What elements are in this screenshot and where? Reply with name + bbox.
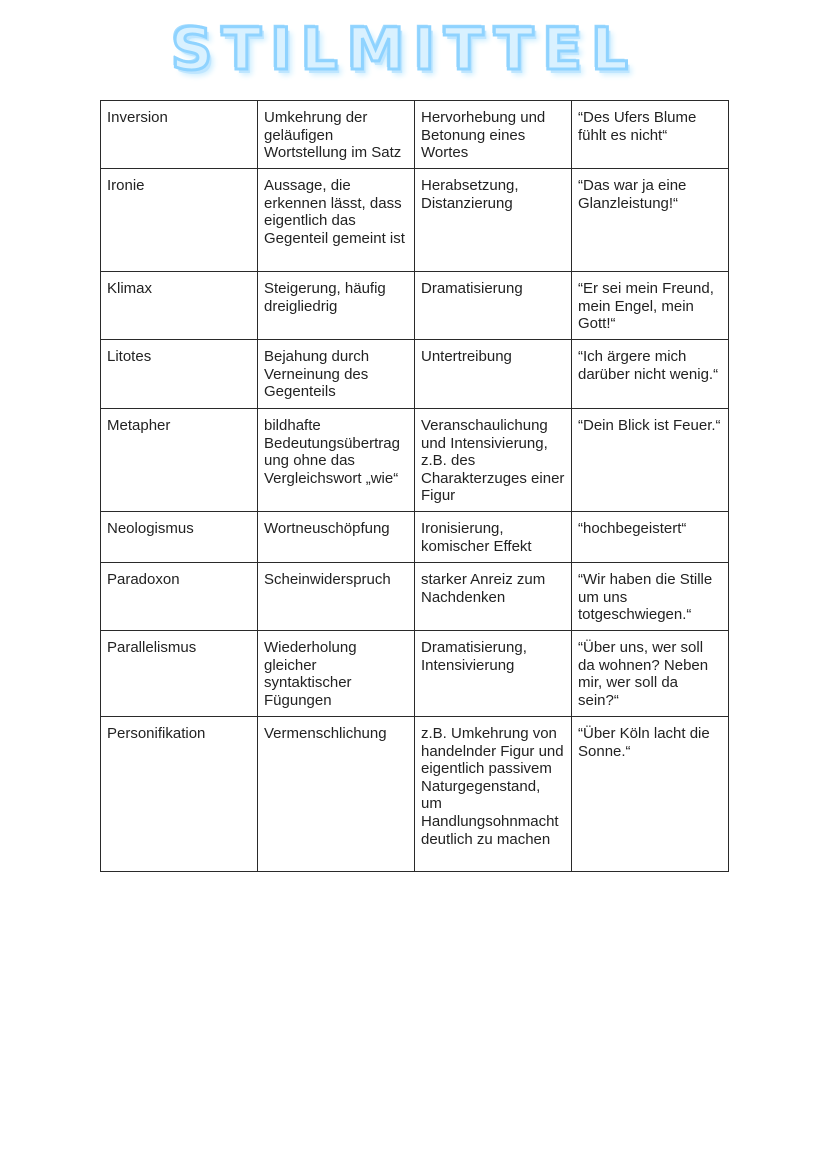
effect-cell: Ironisierung, komischer Effekt <box>415 512 572 563</box>
effect-cell: Veranschaulichung und Intensivierung, z.B. des Charakterzuges einer Figur <box>415 409 572 512</box>
definition-cell: Scheinwiderspruch <box>258 563 415 631</box>
effect-cell: Hervorhebung und Betonung eines Wortes <box>415 101 572 169</box>
title-container <box>0 8 828 90</box>
table-row <box>101 272 729 340</box>
definition-cell: Aussage, die erkennen lässt, dass eigentlich das Gegenteil gemeint ist <box>258 169 415 272</box>
example-cell: “Über Köln lacht die Sonne.“ <box>572 717 729 872</box>
effect-cell: Herabsetzung, Distanzierung <box>415 169 572 272</box>
definition-cell: Wiederholung gleicher syntaktischer Fügungen <box>258 631 415 717</box>
example-cell: “Ich ärgere mich darüber nicht wenig.“ <box>572 340 729 409</box>
term-cell: Inversion <box>101 101 258 169</box>
example-cell: “Dein Blick ist Feuer.“ <box>572 409 729 512</box>
table-row <box>101 512 729 563</box>
example-cell: “Er sei mein Freund, mein Engel, mein Gott!“ <box>572 272 729 340</box>
term-cell: Neologismus <box>101 512 258 563</box>
definition-cell: Wortneuschöpfung <box>258 512 415 563</box>
example-cell: “hochbegeistert“ <box>572 512 729 563</box>
term-cell: Personifikation <box>101 717 258 872</box>
definition-cell: Umkehrung der geläufigen Wortstellung im Satz <box>258 101 415 169</box>
example-cell: “Des Ufers Blume fühlt es nicht“ <box>572 101 729 169</box>
stilmittel-table <box>100 100 729 872</box>
definition-cell: bildhafte Bedeutungsübertrag ung ohne das Vergleichswort „wie“ <box>258 409 415 512</box>
term-cell: Parallelismus <box>101 631 258 717</box>
effect-cell: z.B. Umkehrung von handelnder Figur und eigentlich passivem Naturgegenstand, um Handlungsohnmacht deutlich zu machen <box>415 717 572 872</box>
effect-cell: Dramatisierung <box>415 272 572 340</box>
page-title: STILMITTEL <box>170 15 638 83</box>
effect-cell: Dramatisierung, Intensivierung <box>415 631 572 717</box>
table-row <box>101 169 729 272</box>
term-cell: Paradoxon <box>101 563 258 631</box>
term-cell: Ironie <box>101 169 258 272</box>
term-cell: Metapher <box>101 409 258 512</box>
definition-cell: Vermenschlichung <box>258 717 415 872</box>
definition-cell: Steigerung, häufig dreigliedrig <box>258 272 415 340</box>
table-row <box>101 717 729 872</box>
table-row <box>101 631 729 717</box>
term-cell: Klimax <box>101 272 258 340</box>
table-row <box>101 340 729 409</box>
definition-cell: Bejahung durch Verneinung des Gegenteils <box>258 340 415 409</box>
effect-cell: starker Anreiz zum Nachdenken <box>415 563 572 631</box>
effect-cell: Untertreibung <box>415 340 572 409</box>
example-cell: “Über uns, wer soll da wohnen? Neben mir, wer soll da sein?“ <box>572 631 729 717</box>
example-cell: “Wir haben die Stille um uns totgeschwiegen.“ <box>572 563 729 631</box>
table-row <box>101 409 729 512</box>
term-cell: Litotes <box>101 340 258 409</box>
table-row <box>101 101 729 169</box>
table-row <box>101 563 729 631</box>
example-cell: “Das war ja eine Glanzleistung!“ <box>572 169 729 272</box>
